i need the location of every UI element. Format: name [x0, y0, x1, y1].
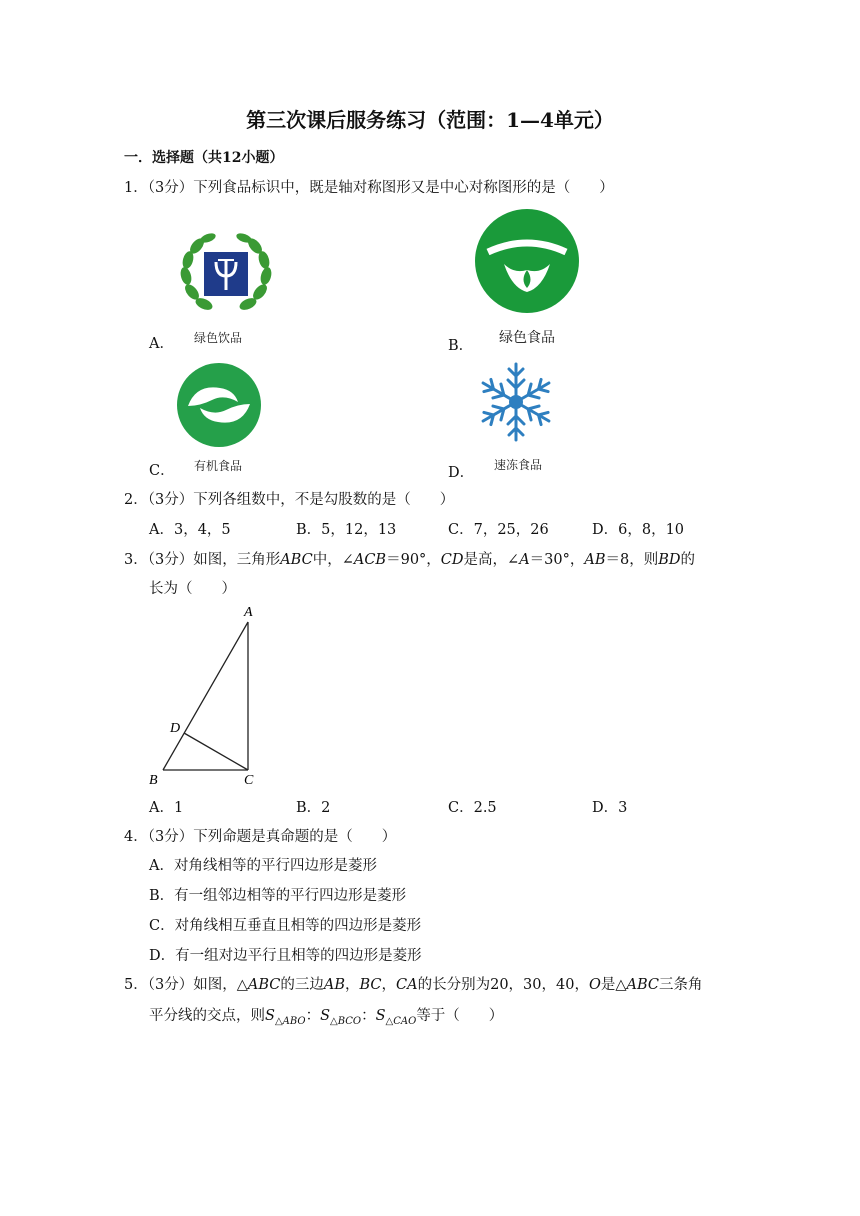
- q1-option-d-letter[interactable]: D．: [448, 465, 475, 481]
- question-5-stem-line2: 平分线的交点，则$S_{\triangle ABO}$：$S_{\triangle BCO}$：$S_{\triangle CAO}$等于（ ）: [149, 1008, 504, 1027]
- laurel-wreath-logo-icon: [178, 232, 274, 320]
- question-1-stem: 1．（3分）下列食品标识中，既是轴对称图形又是中心对称图形的是（ ）: [124, 180, 614, 196]
- snowflake-logo-icon: [474, 360, 558, 444]
- page-title: 第三次课后服务练习（范围：1—4单元）: [246, 108, 614, 132]
- q3-option-c[interactable]: C．2.5: [448, 800, 497, 816]
- question-4-stem: 4．（3分）下列命题是真命题的是（ ）: [124, 829, 397, 845]
- q1-option-b-letter[interactable]: B．: [448, 338, 474, 354]
- question-2-stem: 2．（3分）下列各组数中，不是勾股数的是（ ）: [124, 492, 455, 508]
- q3-option-b[interactable]: B．2: [296, 800, 331, 816]
- q1-option-a-caption: 绿色饮品: [194, 331, 243, 345]
- organic-food-logo-icon: [176, 362, 262, 448]
- q2-option-b[interactable]: B．5，12，13: [296, 522, 397, 538]
- question-3-stem-line2: 长为（ ）: [149, 581, 236, 597]
- q4-option-c[interactable]: C．对角线相互垂直且相等的四边形是菱形: [149, 918, 422, 934]
- q2-option-d[interactable]: D．6，8，10: [592, 522, 685, 538]
- question-5-stem: 5．（3分）如图，△ABC的三边AB，BC，CA的长分别为20，30，40，O是△ABC三条角: [124, 977, 703, 993]
- vertex-label-d: D: [170, 721, 181, 736]
- section-heading: 一．选择题（共12小题）: [124, 150, 284, 166]
- q1-option-c-caption: 有机食品: [194, 459, 243, 473]
- q1-option-d-caption: 速冻食品: [494, 458, 543, 472]
- q4-option-b[interactable]: B．有一组邻边相等的平行四边形是菱形: [149, 888, 407, 904]
- q4-option-d[interactable]: D．有一组对边平行且相等的四边形是菱形: [149, 948, 422, 964]
- q1-option-b-caption: 绿色食品: [499, 330, 555, 346]
- q3-option-a[interactable]: A．1: [149, 800, 184, 816]
- vertex-label-a: A: [244, 605, 253, 620]
- q1-option-c-letter[interactable]: C．: [149, 463, 175, 479]
- triangle-abc-figure: [140, 600, 270, 790]
- q1-option-a-letter[interactable]: A．: [149, 336, 174, 352]
- green-food-logo-icon: [474, 208, 580, 314]
- q2-option-a[interactable]: A．3，4，5: [149, 522, 231, 538]
- q4-option-a[interactable]: A．对角线相等的平行四边形是菱形: [149, 858, 377, 874]
- vertex-label-b: B: [149, 773, 158, 788]
- q3-option-d[interactable]: D．3: [592, 800, 628, 816]
- q2-option-c[interactable]: C．7，25，26: [448, 522, 549, 538]
- question-3-stem: 3．（3分）如图，三角形ABC中，∠ACB＝90°，CD是高，∠A＝30°，AB＝8，则BD的: [124, 552, 696, 568]
- vertex-label-c: C: [244, 773, 254, 788]
